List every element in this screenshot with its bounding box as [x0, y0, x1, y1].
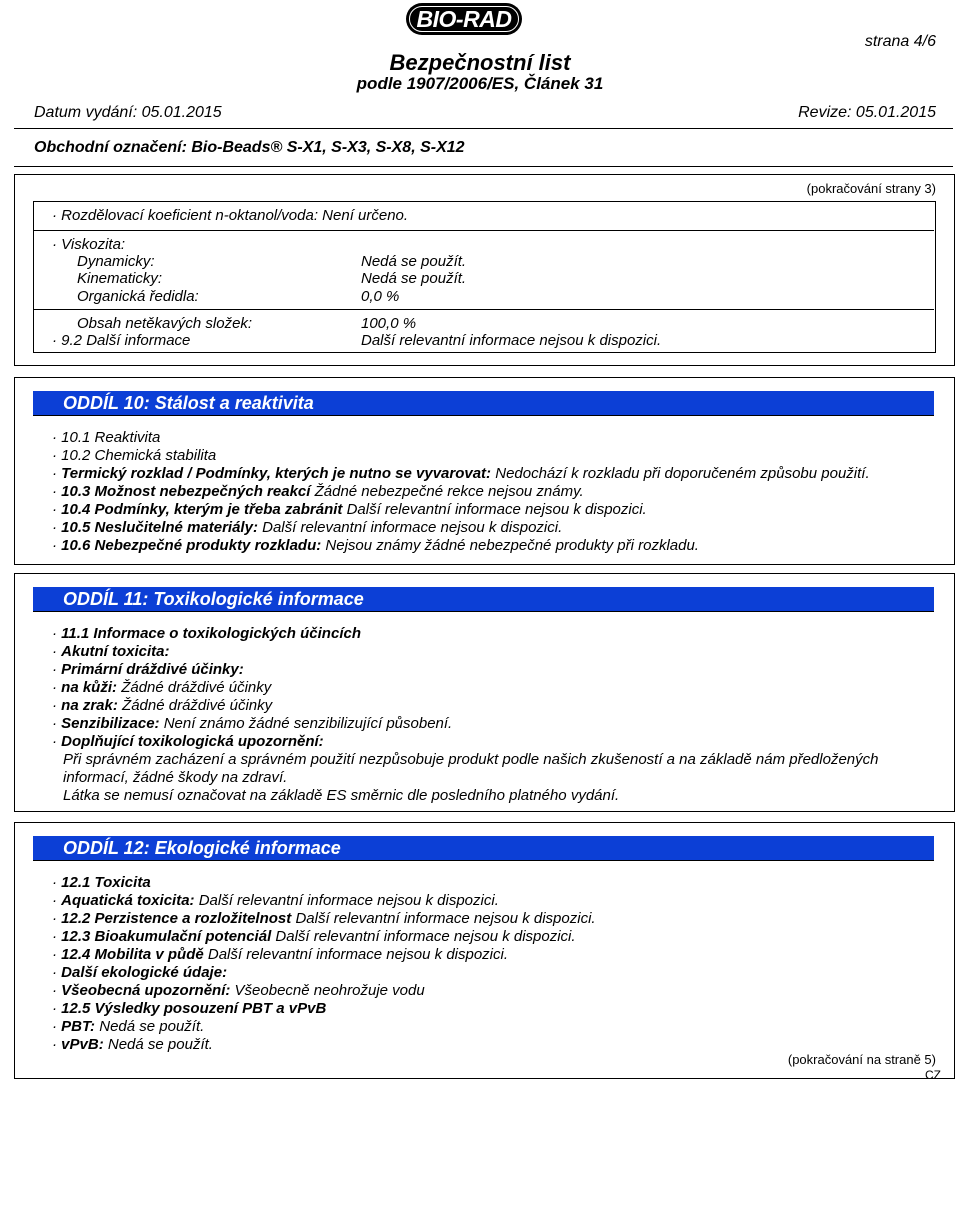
section12-title: ODDÍL 12: Ekologické informace: [33, 836, 934, 861]
partition-value: Není určeno.: [322, 207, 409, 224]
s11-primary: · Primární dráždivé účinky:: [52, 661, 244, 678]
s11-eye-value: Žádné dráždivé účinky: [122, 697, 273, 714]
s10-stability-text: 10.2 Chemická stabilita: [61, 447, 217, 464]
bio-rad-logo: [406, 3, 522, 35]
divider: [34, 309, 934, 310]
revision-date: Revize: 05.01.2015: [798, 104, 936, 121]
s10-hr-label: 10.3 Možnost nebezpečných reakcí: [61, 483, 311, 500]
s11-info-text: 11.1 Informace o toxikologických účincích: [61, 625, 361, 642]
s10-reactivity-text: 10.1 Reaktivita: [61, 429, 161, 446]
s11-sensitization: · Senzibilizace: Není známo žádné senzibilizující působení.: [52, 715, 453, 732]
logo-text: BIO-RAD: [416, 6, 512, 32]
s12-bioaccumulation: · 12.3 Bioakumulační potenciál Další relevantní informace nejsou k dispozici.: [52, 928, 576, 945]
section11-title: ODDÍL 11: Toxikologické informace: [33, 587, 934, 612]
issue-date: Datum vydání: 05.01.2015: [34, 104, 222, 121]
s10-inc-value: Další relevantní informace nejsou k dispozici.: [262, 519, 563, 536]
kinematic-label: Kinematicky:: [77, 270, 163, 287]
s12-pbt-results: · 12.5 Výsledky posouzení PBT a vPvB: [52, 1000, 327, 1017]
s12-aquatic: · Aquatická toxicita: Další relevantní informace nejsou k dispozici.: [52, 892, 499, 909]
partition-label: Rozdělovací koeficient n-oktanol/voda:: [61, 207, 318, 224]
continued-to: (pokračování na straně 5): [787, 1052, 936, 1067]
s10-inc-label: 10.5 Neslučitelné materiály:: [61, 519, 258, 536]
s10-dec-label: 10.6 Nebezpečné produkty rozkladu:: [61, 537, 322, 554]
s10-thermal-label: Termický rozklad / Podmínky, kterých je nutno se vyvarovat:: [61, 465, 492, 482]
dynamic-value: Nedá se použít.: [361, 253, 467, 270]
s12-pbt-value: Nedá se použít.: [99, 1018, 205, 1035]
section10-title: ODDÍL 10: Stálost a reaktivita: [33, 391, 934, 416]
header-divider-2: [14, 166, 953, 167]
s10-stability: · 10.2 Chemická stabilita: [52, 447, 217, 464]
document-title: Bezpečnostní list: [389, 50, 571, 75]
s12-mobility-value: Další relevantní informace nejsou k dispozici.: [207, 946, 509, 963]
s11-sens-value: Není známo žádné senzibilizující působení.: [163, 715, 453, 732]
s12-bio-value: Další relevantní informace nejsou k dispozici.: [275, 928, 576, 945]
s10-cond-value: Další relevantní informace nejsou k dispozici.: [346, 501, 647, 518]
s12-mobility: · 12.4 Mobilita v půdě Další relevantní informace nejsou k dispozici.: [52, 946, 509, 963]
s10-incompatible: · 10.5 Neslučitelné materiály: Další relevantní informace nejsou k dispozici.: [52, 519, 563, 536]
s11-note-line1: Při správném zacházení a správném použití nezpůsobuje produkt podle našich zkušeností a na základě nám předložených: [63, 751, 879, 768]
s12-general: · Všeobecná upozornění: Všeobecně neohrožuje vodu: [52, 982, 425, 999]
s12-pbt-label: PBT:: [61, 1018, 96, 1035]
continued-from: (pokračování strany 3): [806, 181, 936, 196]
s11-primary-text: Primární dráždivé účinky:: [61, 661, 244, 678]
s12-aquatic-value: Další relevantní informace nejsou k dispozici.: [198, 892, 499, 909]
s10-decomposition: · 10.6 Nebezpečné produkty rozkladu: Nejsou známy žádné nebezpečné produkty při rozkladu.: [52, 537, 699, 554]
s12-other-eco-text: Další ekologické údaje:: [61, 964, 228, 981]
partition-row: · Rozdělovací koeficient n-oktanol/voda: Není určeno.: [52, 207, 409, 224]
document-subtitle: podle 1907/2006/ES, Článek 31: [356, 74, 604, 93]
kinematic-value: Nedá se použít.: [361, 270, 467, 287]
s12-toxicity-text: 12.1 Toxicita: [61, 874, 151, 891]
other-info-text: 9.2 Další informace: [61, 332, 191, 349]
s10-reactivity: · 10.1 Reaktivita: [52, 429, 161, 446]
s10-dec-value: Nejsou známy žádné nebezpečné produkty při rozkladu.: [325, 537, 699, 554]
s11-eye-label: na zrak:: [61, 697, 118, 714]
s12-persistence-value: Další relevantní informace nejsou k dispozici.: [295, 910, 596, 927]
language-code: CZ: [925, 1068, 941, 1082]
other-info-label: · 9.2 Další informace: [52, 332, 191, 349]
s11-acute: · Akutní toxicita:: [52, 643, 170, 660]
s12-vpvb: · vPvB: Nedá se použít.: [52, 1036, 213, 1053]
logo-border: [409, 6, 519, 32]
s12-mobility-label: 12.4 Mobilita v půdě: [61, 946, 204, 963]
s11-skin-value: Žádné dráždivé účinky: [121, 679, 272, 696]
divider: [34, 230, 934, 231]
s11-skin-label: na kůži:: [61, 679, 118, 696]
s12-general-value: Všeobecně neohrožuje vodu: [234, 982, 425, 999]
s12-general-label: Všeobecná upozornění:: [61, 982, 231, 999]
s11-note-line3: Látka se nemusí označovat na základě ES směrnic dle posledního platného vydání.: [63, 787, 620, 804]
other-info-value: Další relevantní informace nejsou k dispozici.: [361, 332, 662, 349]
s10-cond-label: 10.4 Podmínky, kterým je třeba zabránit: [61, 501, 343, 518]
s11-eye: · na zrak: Žádné dráždivé účinky: [52, 697, 273, 714]
s12-aquatic-label: Aquatická toxicita:: [61, 892, 195, 909]
s11-skin: · na kůži: Žádné dráždivé účinky: [52, 679, 272, 696]
s11-additional-text: Doplňující toxikologická upozornění:: [61, 733, 324, 750]
s11-sens-label: Senzibilizace:: [61, 715, 160, 732]
s12-toxicity: · 12.1 Toxicita: [52, 874, 151, 891]
s10-thermal-value: Nedochází k rozkladu při doporučeném způsobu použití.: [495, 465, 870, 482]
s12-other-eco: · Další ekologické údaje:: [52, 964, 228, 981]
page-indicator: strana 4/6: [864, 33, 936, 50]
dynamic-label: Dynamicky:: [77, 253, 155, 270]
s11-acute-text: Akutní toxicita:: [61, 643, 170, 660]
nonvolatile-label: Obsah netěkavých složek:: [77, 315, 253, 332]
s10-conditions: · 10.4 Podmínky, kterým je třeba zabránit Další relevantní informace nejsou k dispozici.: [52, 501, 647, 518]
s12-vpvb-value: Nedá se použít.: [107, 1036, 213, 1053]
s12-vpvb-label: vPvB:: [61, 1036, 104, 1053]
s12-persistence-label: 12.2 Perzistence a rozložitelnost: [61, 910, 292, 927]
s12-pbt-results-text: 12.5 Výsledky posouzení PBT a vPvB: [61, 1000, 327, 1017]
header-divider: [14, 128, 953, 129]
s11-info: · 11.1 Informace o toxikologických účincích: [52, 625, 361, 642]
s10-hr-value: Žádné nebezpečné rekce nejsou známy.: [314, 483, 584, 500]
s11-additional: · Doplňující toxikologická upozornění:: [52, 733, 324, 750]
solvents-value: 0,0 %: [361, 288, 400, 305]
viscosity-label: · Viskozita:: [52, 236, 126, 253]
trade-name: Obchodní označení: Bio-Beads® S-X1, S-X3, S-X8, S-X12: [34, 139, 465, 156]
s10-hazardous-reactions: · 10.3 Možnost nebezpečných reakcí Žádné nebezpečné rekce nejsou známy.: [52, 483, 584, 500]
viscosity-text: Viskozita:: [61, 236, 126, 253]
s11-note-line2: informací, žádné škody na zdraví.: [63, 769, 288, 786]
s10-thermal: · Termický rozklad / Podmínky, kterých je nutno se vyvarovat: Nedochází k rozkladu při doporučeném způsobu použití.: [52, 465, 870, 482]
solvents-label: Organická ředidla:: [77, 288, 199, 305]
s12-bio-label: 12.3 Bioakumulační potenciál: [61, 928, 272, 945]
nonvolatile-value: 100,0 %: [361, 315, 417, 332]
s12-persistence: · 12.2 Perzistence a rozložitelnost Další relevantní informace nejsou k dispozici.: [52, 910, 596, 927]
s12-pbt: · PBT: Nedá se použít.: [52, 1018, 205, 1035]
